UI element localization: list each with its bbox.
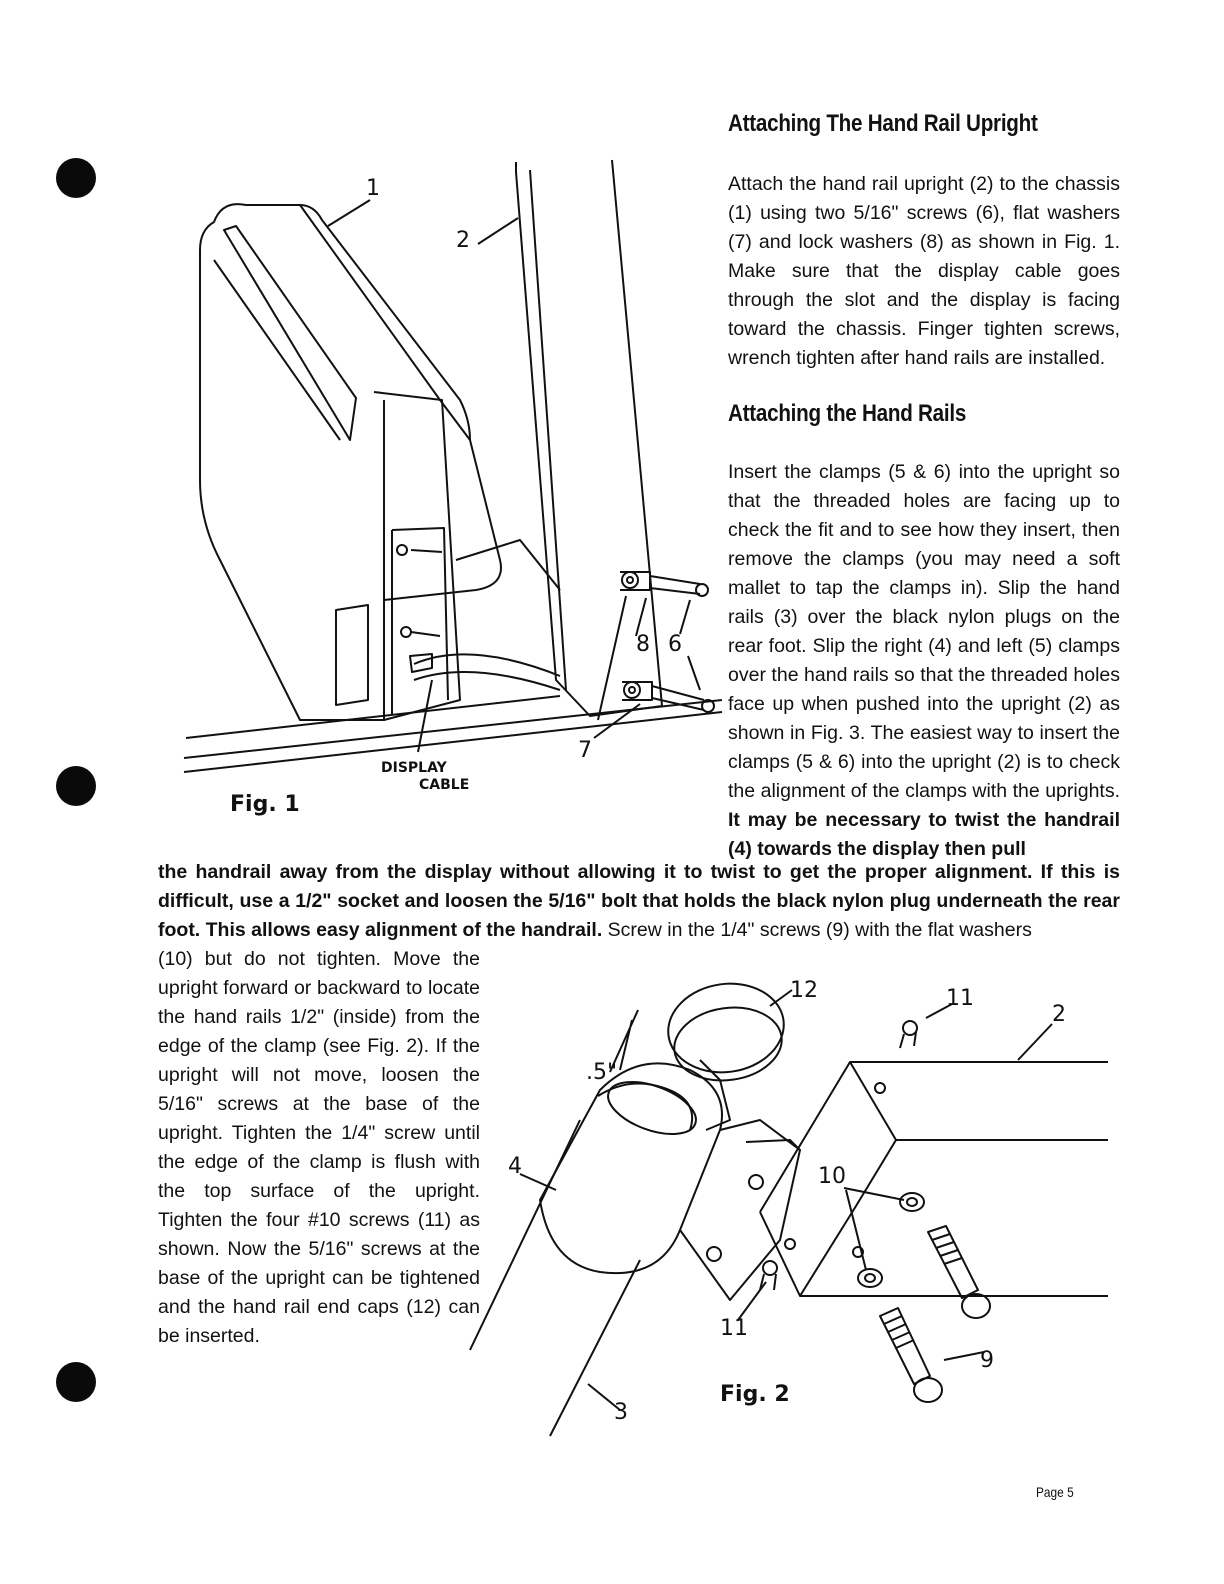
fig2-screws [880,1226,990,1402]
paragraph-upright: Attach the hand rail upright (2) to the chassis (1) using two 5/16" screws (6), flat washers (7) and lock washers (8) as shown in Fig. 1. Make sure that the display cable goes through the slot and the display is facing toward the chassis. Finger tighten screws, wrench tighten after hand rails are installed. [728,173,1120,369]
fig2-label: Fig. 2 [720,1382,790,1407]
fig2-washers [858,1193,924,1287]
fig2-hand-rail [470,1120,640,1436]
fig2-clamp [540,1060,722,1273]
section-heading-upright: Attaching The Hand Rail Upright [728,110,1038,137]
fig1-callout-1: 1 [366,176,380,201]
paragraph-hand-rails-left: (10) but do not tighten. Move the upright forward or backward to locate the hand rails 1/2" (inside) from the edge of the clamp (see Fig. 2). If the upright will not move, loosen the 5/16" screws at the base of the upright. Tighten the 1/4" screw until the edge of the clamp is flush with the top surface of the upright. Tighten the four #10 screws (11) as shown. Now the 5/16" screws at the base of the upright can be tightened and the hand rail end caps (12) can be inserted. [158,948,480,1347]
fig2-end-cap [662,976,789,1130]
fig1-cable-label-line2: CABLE [419,777,470,793]
fig1-label: Fig. 1 [230,792,300,817]
fig2-callout-4: 4 [508,1154,522,1179]
section-heading-hand-rails: Attaching the Hand Rails [728,400,967,427]
fig2-callout-2: 2 [1052,1002,1066,1027]
fig2-callout-11a: 11 [946,986,974,1011]
fig1-cable-label-line1: DISPLAY [381,760,447,776]
fig2-callout-12: 12 [790,978,818,1003]
text-right-column-bold: It may be necessary to twist the handrail (4) towards the display then pull [728,809,1120,860]
fig2-upright-box [760,1062,1108,1296]
text-right-column: Insert the clamps (5 & 6) into the upright so that the threaded holes are facing up to check the fit and to see how they insert, then remove the clamps (you may need a soft mallet to tap the clamps in). Slip the hand rails (3) over the black nylon plugs on the rear foot. Slip the right (4) and left (5) clamps over the hand rails so that the threaded holes face up when pushed into the upright (2) as shown in Fig. 3. The easiest way to insert the clamps (5 & 6) into the upright (2) is to check the alignment of the clamps with the uprights. [728,461,1120,802]
fig1-callout-2: 2 [456,228,470,253]
fig1-callout-7: 7 [578,738,592,763]
text-full-width-bold: the handrail away from the display without allowing it to twist to get the proper alignment. If this is difficult, use a 1/2" socket and loosen the 5/16" bolt that holds the black nylon plug underneath the rear foot. This allows easy alignment of the handrail. [158,861,1120,941]
fig1-callout-8: 8 [636,632,650,657]
page-number: Page 5 [1036,1484,1074,1500]
fig2-callout-11b: 11 [720,1316,748,1341]
fig2-callout-5: .5" [586,1060,618,1085]
fig2-callout-9: 9 [980,1348,994,1373]
fig1-callout-6: 6 [668,632,682,657]
fig2-callout-10: 10 [818,1164,846,1189]
fig2-callout-3: 3 [614,1400,628,1425]
text-full-width: Screw in the 1/4" screws (9) with the flat washers [607,919,1032,941]
